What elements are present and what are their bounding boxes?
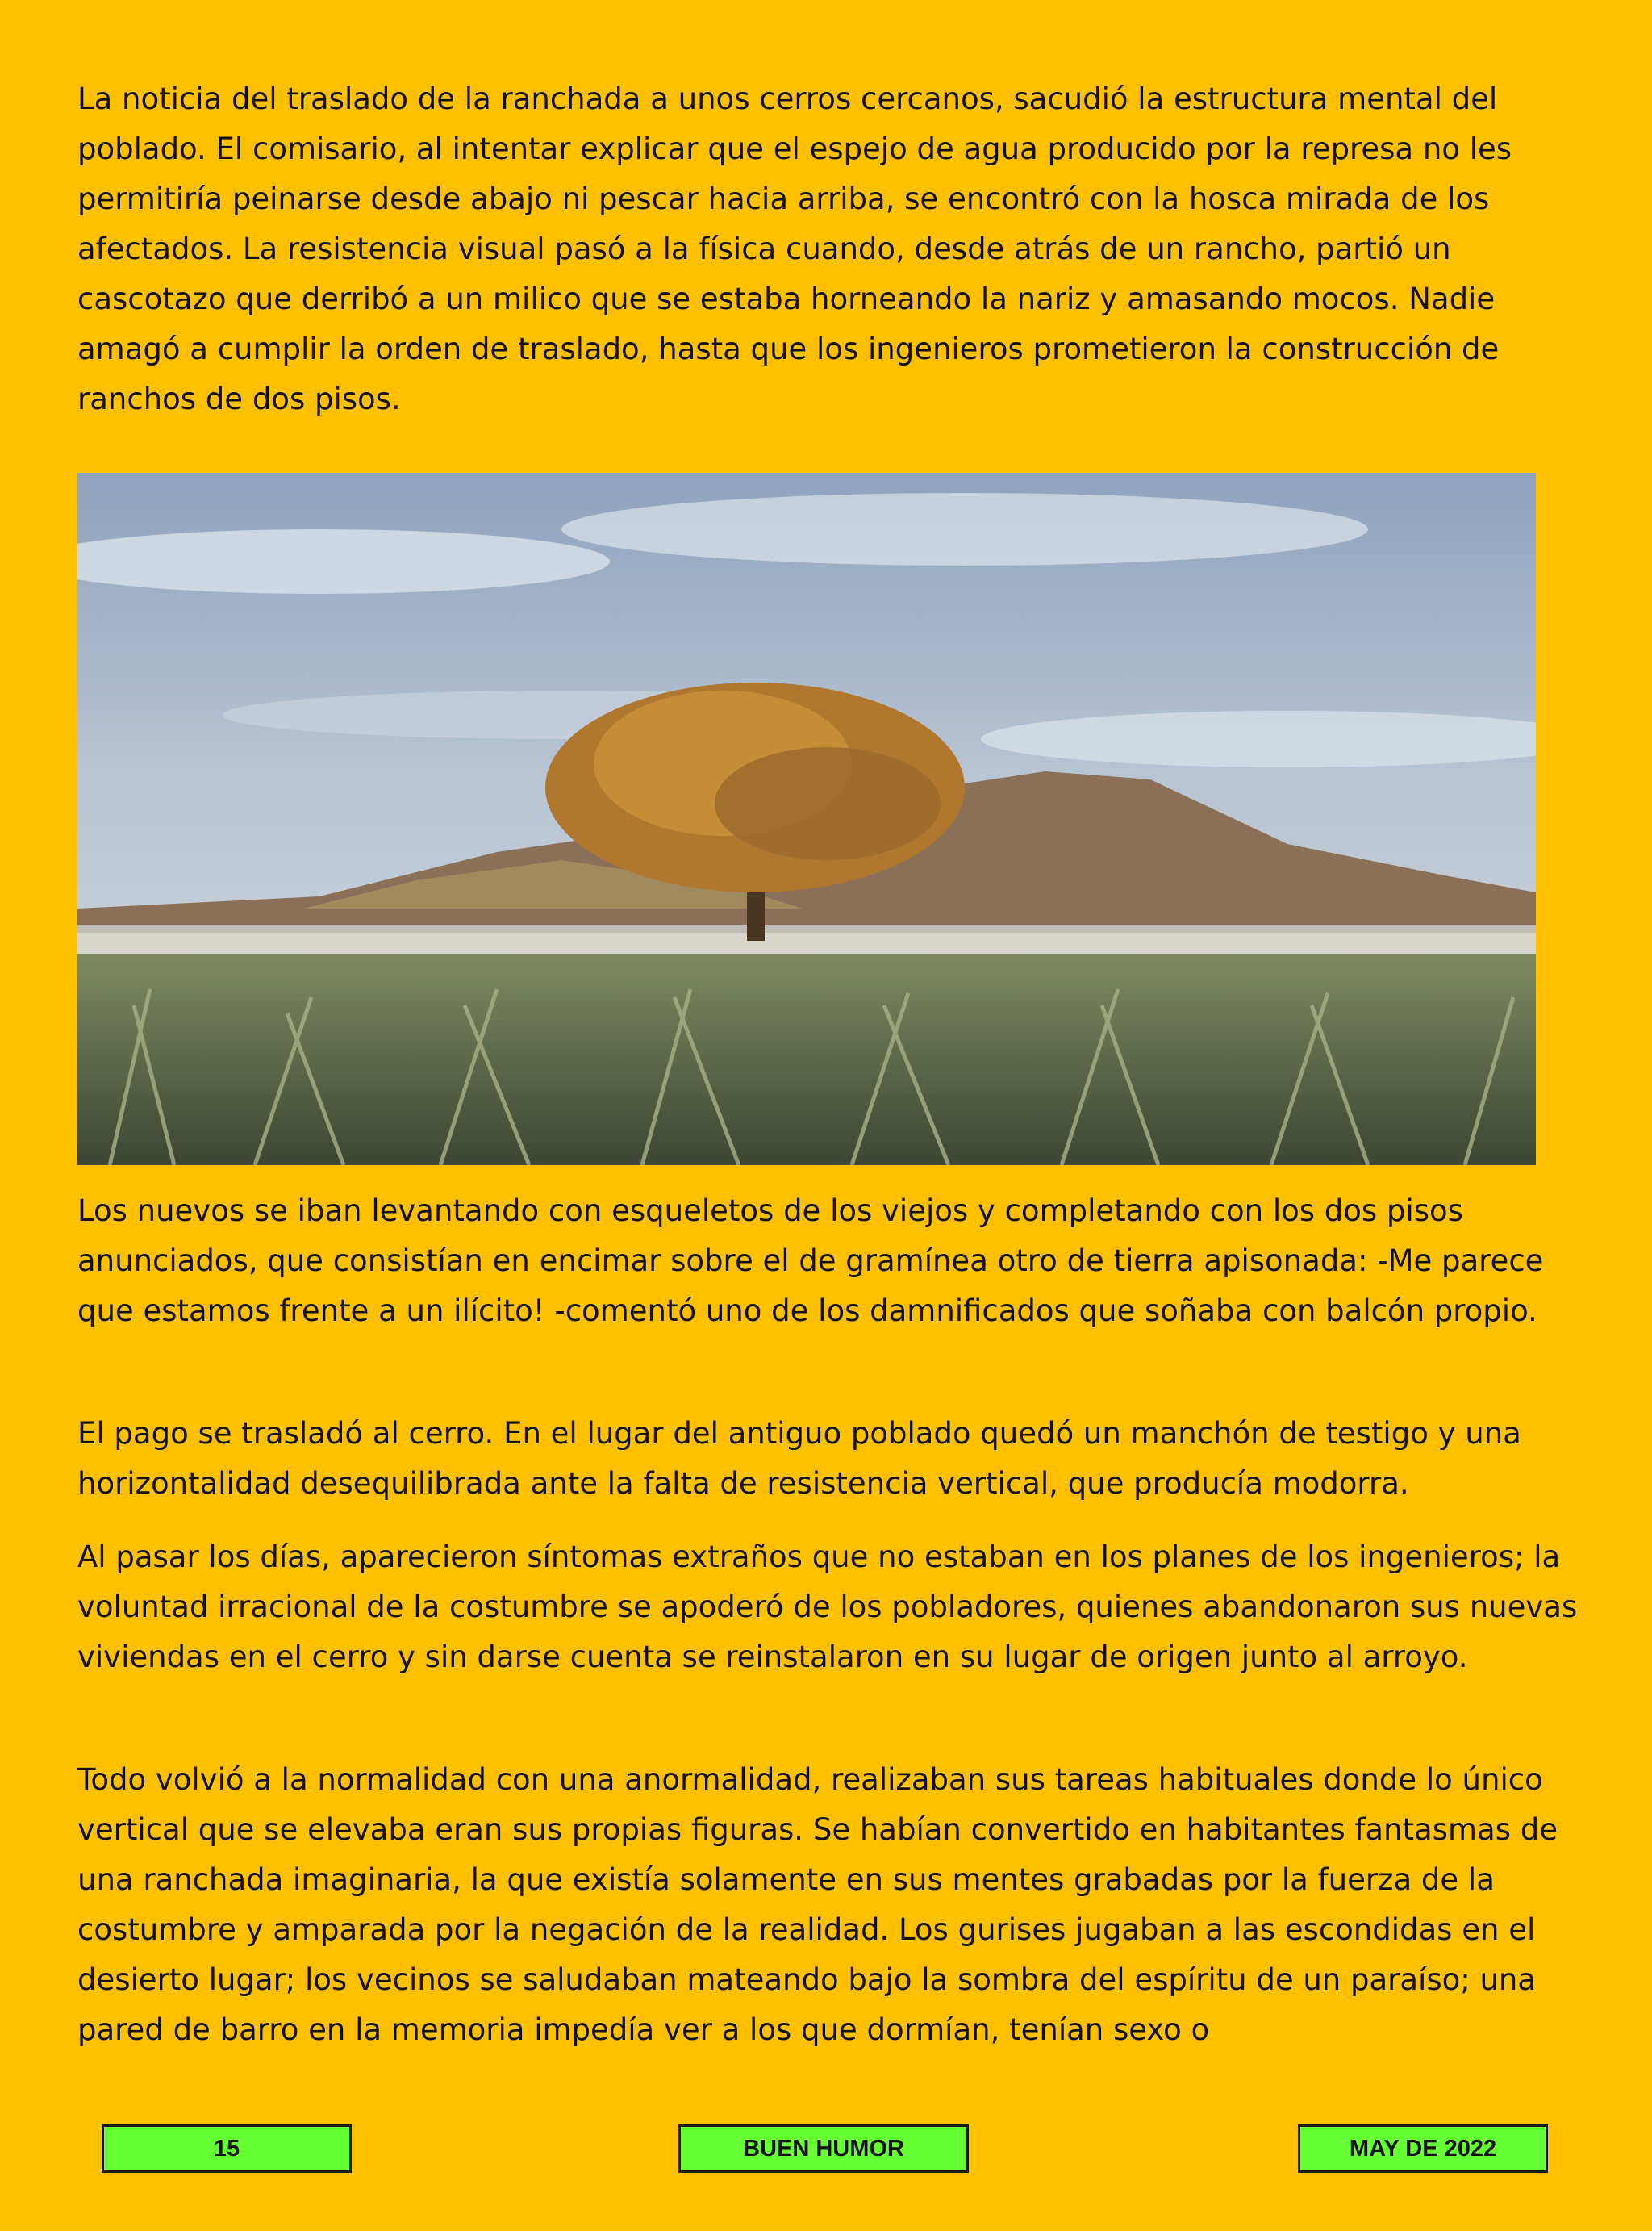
paragraph: La noticia del traslado de la ranchada a unos cerros cercanos, sacudió la estructura mental del poblado. El comisario, al intentar explicar que el espejo de agua producido por la represa no les permitiría peinarse desde abajo ni pescar hacia arriba, se encontró con la hosca mirada de los afectados. La resistencia visual pasó a la física cuando, desde atrás de un rancho, partió un cascotazo que derribó a un milico que se estaba horneando la nariz y amasando mocos. Nadie amagó a cumplir la orden de traslado, hasta que los ingenieros prometieron la construcción de ranchos de dos pisos. — [77, 81, 1512, 416]
footer-page-number: 15 — [102, 2124, 352, 2173]
footer-issue-date: MAY DE 2022 — [1298, 2124, 1548, 2173]
landscape-photo — [77, 473, 1536, 1165]
paragraph: Todo volvió a la normalidad con una anormalidad, realizaban sus tareas habituales donde lo único vertical que se elevaba eran sus propias figuras. Se habían convertido en habitantes fantasmas de una ranchada imaginaria, la que existía solamente en sus mentes grabadas por la fuerza de la costumbre y amparada por la negación de la realidad. Los gurises jugaban a las escondidas en el desierto lugar; los vecinos se saludaban mateando bajo la sombra del espíritu de un paraíso; una pared de barro en la memoria impedía ver a los que dormían, tenían sexo o — [77, 1762, 1558, 2047]
paragraph: Al pasar los días, aparecieron síntomas extraños que no estaban en los planes de los ingenieros; la voluntad irracional de la costumbre se apoderó de los pobladores, quienes abandonaron sus nuevas viviendas en el cerro y sin darse cuenta se reinstalaron en su lugar de origen junto al arroyo. — [77, 1540, 1578, 1674]
paragraph: El pago se trasladó al cerro. En el lugar del antiguo poblado quedó un manchón de testigo y una horizontalidad desequilibrada ante la falta de resistencia vertical, que producía modorra. — [77, 1416, 1521, 1501]
footer-publication-name: BUEN HUMOR — [678, 2124, 969, 2173]
paragraph: Los nuevos se iban levantando con esqueletos de los viejos y completando con los dos pisos anunciados, que consistían en encimar sobre el de gramínea otro de tierra apisonada: -Me parece que estamos frente a un ilícito! -comentó uno de los damnificados que soñaba con balcón propio. — [77, 1193, 1544, 1328]
